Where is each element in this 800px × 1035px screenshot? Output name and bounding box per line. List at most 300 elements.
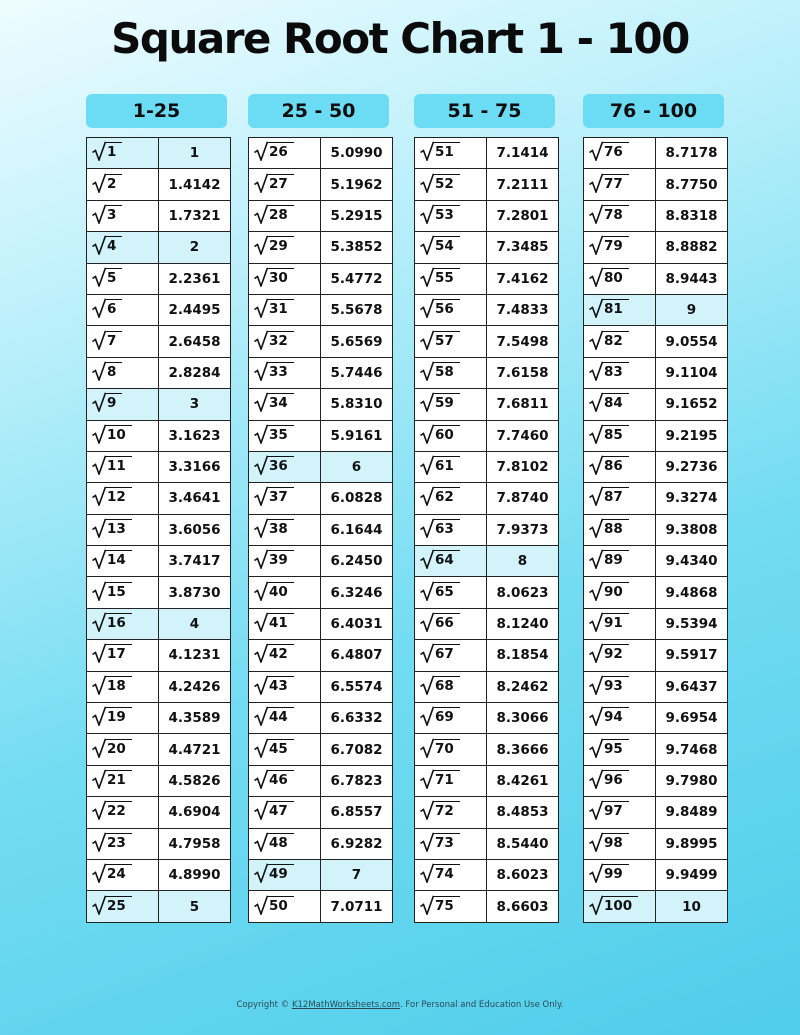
table-row xyxy=(87,420,231,451)
radicand: 76 xyxy=(602,142,629,161)
radicand-cell xyxy=(249,765,321,796)
square-root-symbol xyxy=(589,486,629,506)
radical-sign-icon xyxy=(92,486,106,506)
radicand: 34 xyxy=(267,393,294,412)
radical-sign-icon xyxy=(420,518,434,538)
root-value: 1.7321 xyxy=(159,200,231,231)
root-value: 7.2801 xyxy=(487,200,559,231)
radical-sign-icon xyxy=(589,204,603,224)
root-value: 7.4833 xyxy=(487,294,559,325)
table-row xyxy=(584,703,728,734)
radicand: 13 xyxy=(105,519,132,538)
group-3 xyxy=(414,94,559,923)
square-root-symbol xyxy=(420,173,460,193)
radical-sign-icon xyxy=(420,298,434,318)
radical-sign-icon xyxy=(420,235,434,255)
square-root-symbol xyxy=(589,141,629,161)
table-row xyxy=(87,797,231,828)
root-value: 2.2361 xyxy=(159,263,231,294)
radical-sign-icon xyxy=(420,173,434,193)
radicand: 84 xyxy=(602,393,629,412)
table-row xyxy=(415,200,559,231)
square-root-symbol xyxy=(420,800,460,820)
table-row xyxy=(87,671,231,702)
square-root-symbol xyxy=(254,518,294,538)
radicand-cell xyxy=(584,514,656,545)
radicand: 74 xyxy=(433,864,460,883)
radicand: 44 xyxy=(267,707,294,726)
radicand: 73 xyxy=(433,833,460,852)
radicand: 22 xyxy=(105,801,132,820)
square-root-symbol xyxy=(589,612,629,632)
radicand-cell xyxy=(584,420,656,451)
radicand-cell xyxy=(249,389,321,420)
radicand-cell xyxy=(584,200,656,231)
root-value: 8.3666 xyxy=(487,734,559,765)
group-1 xyxy=(86,94,231,923)
root-value: 7.8102 xyxy=(487,451,559,482)
radicand-cell xyxy=(249,169,321,200)
radical-sign-icon xyxy=(589,141,603,161)
radicand: 32 xyxy=(267,331,294,350)
radical-sign-icon xyxy=(254,424,268,444)
root-value: 8.6603 xyxy=(487,891,559,922)
radicand-cell xyxy=(249,138,321,169)
radical-sign-icon xyxy=(589,738,603,758)
radical-sign-icon xyxy=(420,643,434,663)
table-row xyxy=(87,169,231,200)
square-root-symbol xyxy=(420,612,460,632)
radicand: 28 xyxy=(267,205,294,224)
radical-sign-icon xyxy=(420,549,434,569)
radicand: 10 xyxy=(105,425,132,444)
table-row xyxy=(415,263,559,294)
radical-sign-icon xyxy=(254,612,268,632)
square-root-symbol xyxy=(92,895,132,915)
table-row xyxy=(584,891,728,922)
root-value: 9.6437 xyxy=(656,671,728,702)
radical-sign-icon xyxy=(254,769,268,789)
radical-sign-icon xyxy=(254,392,268,412)
group-header: 76 - 100 xyxy=(583,94,724,128)
root-value: 4.8990 xyxy=(159,859,231,890)
root-value: 9.2195 xyxy=(656,420,728,451)
root-value: 6.4031 xyxy=(321,608,393,639)
radical-sign-icon xyxy=(92,895,106,915)
square-root-symbol xyxy=(589,330,629,350)
radicand: 71 xyxy=(433,770,460,789)
table-row xyxy=(249,326,393,357)
radicand: 53 xyxy=(433,205,460,224)
radicand-cell xyxy=(415,483,487,514)
radicand-cell xyxy=(415,703,487,734)
radicand-cell xyxy=(584,640,656,671)
radicand-cell xyxy=(584,671,656,702)
radicand-cell xyxy=(87,765,159,796)
square-root-symbol xyxy=(589,173,629,193)
radical-sign-icon xyxy=(589,392,603,412)
radicand-cell xyxy=(415,389,487,420)
table-row xyxy=(584,357,728,388)
square-root-symbol xyxy=(589,235,629,255)
root-value: 6.4807 xyxy=(321,640,393,671)
root-value: 4.1231 xyxy=(159,640,231,671)
radicand: 40 xyxy=(267,582,294,601)
square-root-symbol xyxy=(92,518,132,538)
table-row xyxy=(584,640,728,671)
table-row xyxy=(415,859,559,890)
square-root-symbol xyxy=(254,204,294,224)
table-row xyxy=(415,828,559,859)
radicand: 78 xyxy=(602,205,629,224)
root-value: 4.3589 xyxy=(159,703,231,734)
radical-sign-icon xyxy=(589,643,603,663)
radicand: 50 xyxy=(267,896,294,915)
table-row xyxy=(249,797,393,828)
radicand: 68 xyxy=(433,676,460,695)
radicand-cell xyxy=(87,546,159,577)
footer-link[interactable]: K12MathWorksheets.com xyxy=(291,1000,401,1010)
radical-sign-icon xyxy=(589,518,603,538)
radicand-cell xyxy=(87,577,159,608)
square-root-symbol xyxy=(254,361,294,381)
radical-sign-icon xyxy=(254,895,268,915)
square-root-symbol xyxy=(589,800,629,820)
square-root-symbol xyxy=(92,173,122,193)
radicand: 21 xyxy=(105,770,132,789)
radicand: 79 xyxy=(602,236,629,255)
table-row xyxy=(584,671,728,702)
root-value: 5.0990 xyxy=(321,138,393,169)
square-root-symbol xyxy=(92,330,122,350)
radicand: 81 xyxy=(602,299,629,318)
root-value: 7.7460 xyxy=(487,420,559,451)
square-root-symbol xyxy=(420,863,460,883)
radicand: 92 xyxy=(602,644,629,663)
radicand: 91 xyxy=(602,613,629,632)
table-row xyxy=(415,294,559,325)
radicand-cell xyxy=(87,420,159,451)
radical-sign-icon xyxy=(92,863,106,883)
table-row xyxy=(584,232,728,263)
radicand-cell xyxy=(87,671,159,702)
radical-sign-icon xyxy=(254,706,268,726)
radicand-cell xyxy=(584,263,656,294)
square-root-symbol xyxy=(92,267,122,287)
table-row xyxy=(584,765,728,796)
square-root-symbol xyxy=(589,706,629,726)
radicand-cell xyxy=(87,263,159,294)
radicand: 38 xyxy=(267,519,294,538)
radicand: 77 xyxy=(602,174,629,193)
radicand-cell xyxy=(249,734,321,765)
table-row xyxy=(249,640,393,671)
radical-sign-icon xyxy=(254,863,268,883)
table-row xyxy=(87,389,231,420)
root-value: 9.0554 xyxy=(656,326,728,357)
radical-sign-icon xyxy=(92,581,106,601)
radical-sign-icon xyxy=(589,863,603,883)
footer xyxy=(0,1000,800,1010)
table-row xyxy=(584,138,728,169)
radicand: 64 xyxy=(433,550,460,569)
table-row xyxy=(249,765,393,796)
radicand: 63 xyxy=(433,519,460,538)
root-value: 9.8995 xyxy=(656,828,728,859)
radical-sign-icon xyxy=(589,267,603,287)
root-value: 9.8489 xyxy=(656,797,728,828)
square-root-symbol xyxy=(589,518,629,538)
table-row xyxy=(415,577,559,608)
radical-sign-icon xyxy=(92,549,106,569)
table-row xyxy=(249,200,393,231)
radicand-cell xyxy=(249,577,321,608)
radicand-cell xyxy=(415,326,487,357)
radicand-cell xyxy=(87,703,159,734)
square-root-symbol xyxy=(589,863,629,883)
radical-sign-icon xyxy=(589,581,603,601)
radicand: 27 xyxy=(267,174,294,193)
square-root-symbol xyxy=(254,424,294,444)
square-root-symbol xyxy=(589,643,629,663)
radical-sign-icon xyxy=(589,612,603,632)
footer-prefix: Copyright © xyxy=(236,1000,290,1010)
table-row xyxy=(249,483,393,514)
square-root-symbol xyxy=(254,706,294,726)
radical-sign-icon xyxy=(589,800,603,820)
root-value: 8 xyxy=(487,546,559,577)
square-root-symbol xyxy=(420,267,460,287)
radicand-cell xyxy=(87,200,159,231)
root-value: 6.8557 xyxy=(321,797,393,828)
table-row xyxy=(415,608,559,639)
square-root-symbol xyxy=(92,486,132,506)
radicand: 20 xyxy=(105,739,132,758)
square-root-symbol xyxy=(254,330,294,350)
root-value: 6.2450 xyxy=(321,546,393,577)
group-header: 51 - 75 xyxy=(414,94,555,128)
radicand-cell xyxy=(87,389,159,420)
square-root-symbol xyxy=(92,141,122,161)
table-row xyxy=(415,797,559,828)
root-value: 9.3808 xyxy=(656,514,728,545)
table-row xyxy=(584,169,728,200)
radical-sign-icon xyxy=(254,173,268,193)
radicand: 14 xyxy=(105,550,132,569)
table-row xyxy=(584,577,728,608)
radical-sign-icon xyxy=(420,330,434,350)
radical-sign-icon xyxy=(254,204,268,224)
radicand: 97 xyxy=(602,801,629,820)
root-value: 2.4495 xyxy=(159,294,231,325)
radicand: 99 xyxy=(602,864,629,883)
table-row xyxy=(584,514,728,545)
radicand: 95 xyxy=(602,739,629,758)
radical-sign-icon xyxy=(92,141,106,161)
radicand: 30 xyxy=(267,268,294,287)
radicand: 3 xyxy=(105,205,122,224)
radicand: 1 xyxy=(105,142,122,161)
table-row xyxy=(249,734,393,765)
table-row xyxy=(584,263,728,294)
root-value: 2.6458 xyxy=(159,326,231,357)
square-root-symbol xyxy=(420,204,460,224)
square-root-symbol xyxy=(92,298,122,318)
table-row xyxy=(249,671,393,702)
root-value: 7.6811 xyxy=(487,389,559,420)
square-root-symbol xyxy=(92,738,132,758)
radical-sign-icon xyxy=(254,235,268,255)
square-root-symbol xyxy=(92,549,132,569)
radicand: 87 xyxy=(602,487,629,506)
table-row xyxy=(415,451,559,482)
radicand-cell xyxy=(415,608,487,639)
square-root-symbol xyxy=(254,863,294,883)
root-value: 7.8740 xyxy=(487,483,559,514)
radicand-cell xyxy=(415,200,487,231)
radical-sign-icon xyxy=(420,204,434,224)
radical-sign-icon xyxy=(254,141,268,161)
root-value: 6.1644 xyxy=(321,514,393,545)
radicand-cell xyxy=(249,232,321,263)
table-row xyxy=(87,765,231,796)
radicand: 25 xyxy=(105,896,132,915)
radicand: 94 xyxy=(602,707,629,726)
radical-sign-icon xyxy=(589,675,603,695)
root-value: 5.1962 xyxy=(321,169,393,200)
root-value: 8.3066 xyxy=(487,703,559,734)
table-row xyxy=(415,891,559,922)
radicand: 86 xyxy=(602,456,629,475)
radicand-cell xyxy=(415,451,487,482)
radical-sign-icon xyxy=(589,361,603,381)
radical-sign-icon xyxy=(254,832,268,852)
root-value: 5 xyxy=(159,891,231,922)
radical-sign-icon xyxy=(254,298,268,318)
radicand-cell xyxy=(249,483,321,514)
table-row xyxy=(415,765,559,796)
table-row xyxy=(415,357,559,388)
radical-sign-icon xyxy=(254,486,268,506)
square-root-symbol xyxy=(254,486,294,506)
root-value: 9.7980 xyxy=(656,765,728,796)
root-value: 8.4261 xyxy=(487,765,559,796)
square-root-symbol xyxy=(420,832,460,852)
square-root-symbol xyxy=(420,738,460,758)
root-value: 6.0828 xyxy=(321,483,393,514)
radicand-cell xyxy=(87,734,159,765)
root-value: 8.7750 xyxy=(656,169,728,200)
table-row xyxy=(415,734,559,765)
root-value: 2 xyxy=(159,232,231,263)
root-value: 7.4162 xyxy=(487,263,559,294)
radical-sign-icon xyxy=(254,361,268,381)
radicand: 96 xyxy=(602,770,629,789)
radicand: 67 xyxy=(433,644,460,663)
square-root-symbol xyxy=(420,392,460,412)
radical-sign-icon xyxy=(420,486,434,506)
root-value: 7.9373 xyxy=(487,514,559,545)
root-value: 5.9161 xyxy=(321,420,393,451)
radicand-cell xyxy=(87,138,159,169)
table-row xyxy=(87,828,231,859)
root-value: 8.0623 xyxy=(487,577,559,608)
table-row xyxy=(87,232,231,263)
radicand: 66 xyxy=(433,613,460,632)
radicand: 48 xyxy=(267,833,294,852)
radical-sign-icon xyxy=(589,455,603,475)
radicand: 89 xyxy=(602,550,629,569)
radicand-cell xyxy=(87,357,159,388)
radicand: 41 xyxy=(267,613,294,632)
root-value: 5.7446 xyxy=(321,357,393,388)
radicand: 24 xyxy=(105,864,132,883)
table-row xyxy=(87,357,231,388)
radical-sign-icon xyxy=(254,267,268,287)
radicand-cell xyxy=(87,294,159,325)
square-root-symbol xyxy=(254,298,294,318)
root-value: 8.8318 xyxy=(656,200,728,231)
radical-sign-icon xyxy=(92,424,106,444)
radicand-cell xyxy=(249,514,321,545)
group-4 xyxy=(583,94,728,923)
radicand: 37 xyxy=(267,487,294,506)
root-value: 8.1240 xyxy=(487,608,559,639)
radical-sign-icon xyxy=(92,173,106,193)
root-value: 3.3166 xyxy=(159,451,231,482)
table-row xyxy=(87,514,231,545)
square-root-symbol xyxy=(589,738,629,758)
table-row xyxy=(249,608,393,639)
square-root-symbol xyxy=(420,675,460,695)
root-value: 7.6158 xyxy=(487,357,559,388)
radicand: 88 xyxy=(602,519,629,538)
radicand-cell xyxy=(584,734,656,765)
radicand: 52 xyxy=(433,174,460,193)
radicand-cell xyxy=(249,420,321,451)
root-value: 9.6954 xyxy=(656,703,728,734)
root-value: 10 xyxy=(656,891,728,922)
radicand-cell xyxy=(415,546,487,577)
table-row xyxy=(584,389,728,420)
table-row xyxy=(87,608,231,639)
radical-sign-icon xyxy=(420,895,434,915)
square-root-symbol xyxy=(254,800,294,820)
square-root-symbol xyxy=(254,643,294,663)
radicand-cell xyxy=(87,828,159,859)
radicand-cell xyxy=(584,765,656,796)
root-value: 7.5498 xyxy=(487,326,559,357)
square-root-symbol xyxy=(589,769,629,789)
square-root-symbol xyxy=(92,424,132,444)
root-value: 8.5440 xyxy=(487,828,559,859)
radicand: 83 xyxy=(602,362,629,381)
radical-sign-icon xyxy=(420,361,434,381)
radicand: 72 xyxy=(433,801,460,820)
radicand-cell xyxy=(249,859,321,890)
radicand-cell xyxy=(584,483,656,514)
table-row xyxy=(87,546,231,577)
root-value: 9.5394 xyxy=(656,608,728,639)
radical-sign-icon xyxy=(589,486,603,506)
square-root-symbol xyxy=(254,769,294,789)
radicand-cell xyxy=(415,859,487,890)
table-row xyxy=(87,483,231,514)
square-root-symbol xyxy=(589,298,629,318)
radicand-cell xyxy=(87,232,159,263)
radicand-cell xyxy=(415,577,487,608)
radicand: 46 xyxy=(267,770,294,789)
